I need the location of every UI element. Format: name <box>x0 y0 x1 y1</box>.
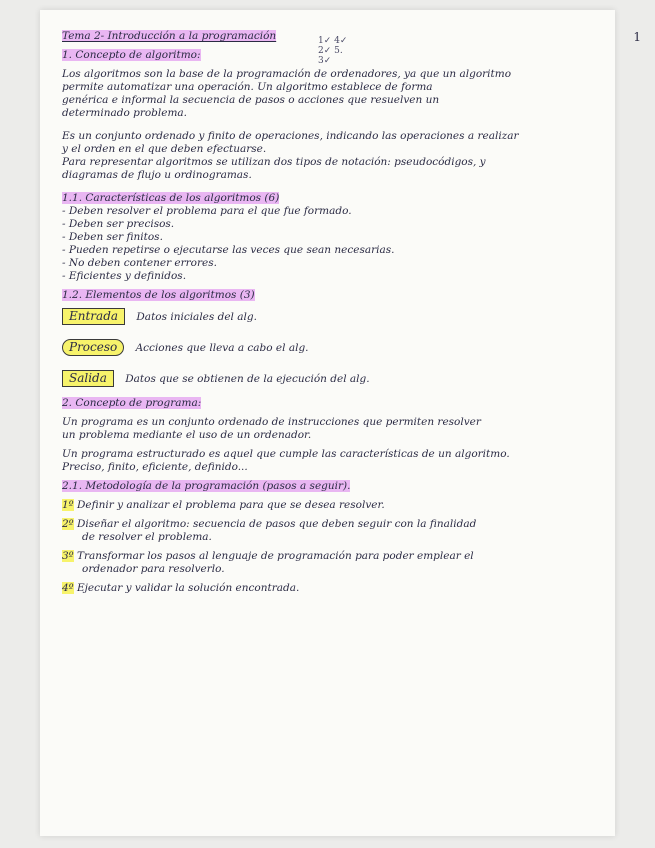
text-line: un problema mediante el uso de un ordenador. <box>62 429 312 441</box>
step-number: 4º <box>62 582 74 594</box>
element-description: Acciones que lleva a cabo el alg. <box>135 342 309 354</box>
step-number: 1º <box>62 499 74 511</box>
step-item <box>62 518 582 544</box>
methodology-steps <box>62 499 582 595</box>
paragraph <box>62 130 582 182</box>
element-description: Datos iniciales del alg. <box>136 311 257 323</box>
text-line: y el orden en el que deben efectuarse. <box>62 143 267 155</box>
paragraph <box>62 416 582 442</box>
step-text: Definir y analizar el problema para que se desea resolver. <box>76 499 385 511</box>
step-text: ordenador para resolverlo. <box>82 563 225 575</box>
check-line: 2✓ 5. <box>318 46 343 56</box>
text-line: Los algoritmos son la base de la programación de ordenadores, ya que un algoritmo <box>62 68 512 80</box>
text-line: permite automatizar una operación. Un algoritmo establece de forma <box>62 81 433 93</box>
step-item <box>62 582 582 595</box>
step-number: 2º <box>62 518 74 530</box>
element-box-salida: Salida <box>62 370 114 387</box>
text-line: Para representar algoritmos se utilizan dos tipos de notación: pseudocódigos, y <box>62 156 486 168</box>
list-item: - Pueden repetirse o ejecutarse las veces que sean necesarias. <box>62 244 395 256</box>
element-box-entrada: Entrada <box>62 308 125 325</box>
text-line: genérica e informal la secuencia de pasos o acciones que resuelven un <box>62 94 440 106</box>
step-item <box>62 550 582 576</box>
step-item <box>62 499 582 512</box>
check-line: 1✓ 4✓ <box>318 36 348 46</box>
element-description: Datos que se obtienen de la ejecución del alg. <box>125 373 370 385</box>
element-box-proceso: Proceso <box>62 339 124 356</box>
characteristics-list <box>62 205 582 283</box>
section-heading: 2. Concepto de programa: <box>62 397 202 409</box>
list-item: - No deben contener errores. <box>62 257 217 269</box>
text-line: Es un conjunto ordenado y finito de operaciones, indicando las operaciones a realizar <box>62 130 519 142</box>
check-line: 3✓ <box>318 56 332 66</box>
subsection-heading: 2.1. Metodología de la programación (pasos a seguir). <box>62 480 351 492</box>
element-row <box>62 339 582 356</box>
list-item: - Deben ser precisos. <box>62 218 175 230</box>
text-line: determinado problema. <box>62 107 188 119</box>
topic-title: Tema 2- Introducción a la programación <box>62 30 277 42</box>
element-row <box>62 370 582 387</box>
page-number: 1 <box>633 30 641 44</box>
element-row <box>62 308 582 325</box>
subsection-heading: 1.2. Elementos de los algoritmos (3) <box>62 289 255 301</box>
text-line: Un programa es un conjunto ordenado de instrucciones que permiten resolver <box>62 416 481 428</box>
text-line: Un programa estructurado es aquel que cumple las características de un algoritmo. <box>62 448 510 460</box>
paragraph <box>62 448 582 474</box>
step-text: Ejecutar y validar la solución encontrada. <box>76 582 300 594</box>
text-line: diagramas de flujo u ordinogramas. <box>62 169 252 181</box>
list-item: - Eficientes y definidos. <box>62 270 187 282</box>
elements-list <box>62 308 582 387</box>
step-number: 3º <box>62 550 74 562</box>
list-item: - Deben ser finitos. <box>62 231 163 243</box>
step-text: Diseñar el algoritmo: secuencia de pasos que deben seguir con la finalidad <box>76 518 477 530</box>
step-text: Transformar los pasos al lenguaje de programación para poder emplear el <box>76 550 474 562</box>
list-item: - Deben resolver el problema para el que fue formado. <box>62 205 352 217</box>
section-heading: 1. Concepto de algoritmo: <box>62 49 201 61</box>
paragraph <box>62 68 582 120</box>
subsection-heading: 1.1. Características de los algoritmos (6) <box>62 192 280 204</box>
text-line: Preciso, finito, eficiente, definido... <box>62 461 248 473</box>
step-text: de resolver el problema. <box>82 531 212 543</box>
notes-content <box>62 30 582 595</box>
